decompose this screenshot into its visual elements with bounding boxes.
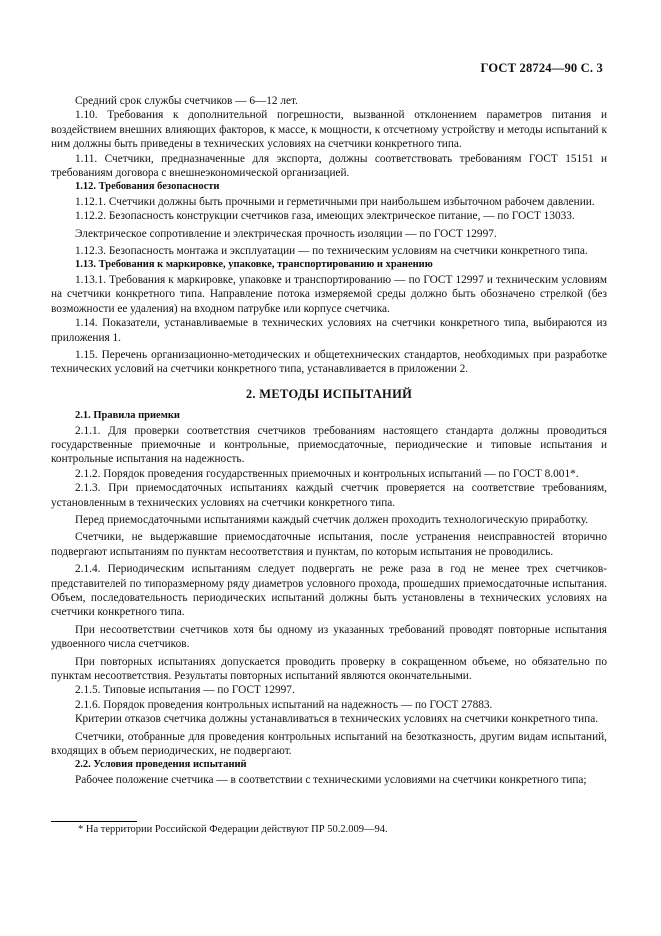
paragraph: Перед приемосдаточными испытаниями каждый счетчик должен проходить технологическую приработку. [75,513,589,526]
paragraph: 1.11. Счетчики, предназначенные для экспорта, должны соответствовать требованиям ГОСТ 15151 и требованиям договора с внешнеэкономической организацией. [51,152,607,180]
paragraph: Рабочее положение счетчика — в соответствии с техническими условиями на счетчики конкретного типа; [75,773,587,786]
paragraph: Счетчики, не выдержавшие приемосдаточные испытания, после устранения неисправностей вторично подвергают испытаниям по пунктам несоответствия и пунктам, по которым испытания не проводились. [51,531,607,558]
paragraph: 1.15. Перечень организационно-методических и общетехнических стандартов, необходимых при разработке технических условий на счетчики конкретного типа, устанавливается в приложении 2. [51,348,607,376]
paragraph: 2.1.6. Порядок проведения контрольных испытаний на надежность — по ГОСТ 27883. [75,698,493,711]
paragraph: 2.1.1. Для проверки соответствия счетчиков требованиям настоящего стандарта должны проводиться государственные приемочные и контрольные, приемосдаточные, периодические и типовые испытания и контрольные испытания на надежность. [51,424,607,466]
paragraph: 1.12.3. Безопасность монтажа и эксплуатации — по техническим условиям на счетчики конкретного типа. [75,245,588,258]
footnote: * На территории Российской Федерации действуют ПР 50.2.009—94. [78,824,388,835]
page-header: ГОСТ 28724—90 С. 3 [480,61,603,75]
subsection-heading: 2.1. Правила приемки [75,410,180,422]
paragraph: 2.1.4. Периодическим испытаниям следует подвергать не реже раза в год не менее трех счетчиков-представителей по типоразмерному ряду диаметров условного прохода, прошедших приемосдаточные испытания. Объем, последовательность периодических испытаний должны быть установлены в технических условиях на счетчики конкретного типа. [51,563,607,619]
paragraph: При повторных испытаниях допускается проводить проверку в сокращенном объеме, но обязательно по пунктам несоответствия. Результаты повторных испытаний являются окончательными. [51,655,607,683]
subsection-heading: 2.2. Условия проведения испытаний [75,759,247,771]
paragraph: 1.13.1. Требования к маркировке, упаковке и транспортированию — по ГОСТ 12997 и техническим условиям на счетчики конкретного типа. Направление потока измеряемой среды должно быть обозначено стрелкой (без возможности ее удаления) на входном патрубке или корпусе счетчика. [51,273,607,315]
paragraph: При несоответствии счетчиков хотя бы одному из указанных требований проводят повторные испытания удвоенного числа счетчиков. [51,623,607,651]
paragraph: Счетчики, отобранные для проведения контрольных испытаний на безотказность, другим видам испытаний, входящих в объем периодических, не подвергают. [51,730,607,758]
paragraph: 1.14. Показатели, устанавливаемые в технических условиях на счетчики конкретного типа, выбираются из приложения 1. [51,317,607,344]
paragraph: Средний срок службы счетчиков — 6—12 лет. [75,95,298,107]
paragraph: 1.10. Требования к дополнительной погрешности, вызванной отклонением параметров питания и воздействием внешних влияющих факторов, к массе, к мощности, к отсчетному устройству и методы испытаний к ним должны быть приведены в технических условиях на счетчики конкретного типа. [51,109,607,151]
paragraph: 2.1.2. Порядок проведения государственных приемочных и контрольных испытаний — по ГОСТ 8.001*. [75,467,579,480]
paragraph: Критерии отказов счетчика должны устанавливаться в технических условиях на счетчики конкретного типа. [75,713,599,726]
paragraph: 2.1.5. Типовые испытания — по ГОСТ 12997. [75,684,295,697]
subsection-heading: 1.13. Требования к маркировке, упаковке, транспортированию и хранению [75,259,433,271]
paragraph: Электрическое сопротивление и электрическая прочность изоляции — по ГОСТ 12997. [75,227,497,240]
paragraph: 2.1.3. При приемосдаточных испытаниях каждый счетчик проверяется на соответствие требованиям, установленным в технических условиях на счетчики конкретного типа. [51,482,607,509]
paragraph: 1.12.2. Безопасность конструкции счетчиков газа, имеющих электрическое питание, — по ГОСТ 13033. [75,210,575,223]
section-title: 2. МЕТОДЫ ИСПЫТАНИЙ [245,386,413,401]
subsection-heading: 1.12. Требования безопасности [75,181,220,193]
paragraph: 1.12.1. Счетчики должны быть прочными и герметичными при наибольшем избыточном рабочем давлении. [75,195,595,208]
footnote-separator [51,821,137,822]
document-body [51,94,607,787]
